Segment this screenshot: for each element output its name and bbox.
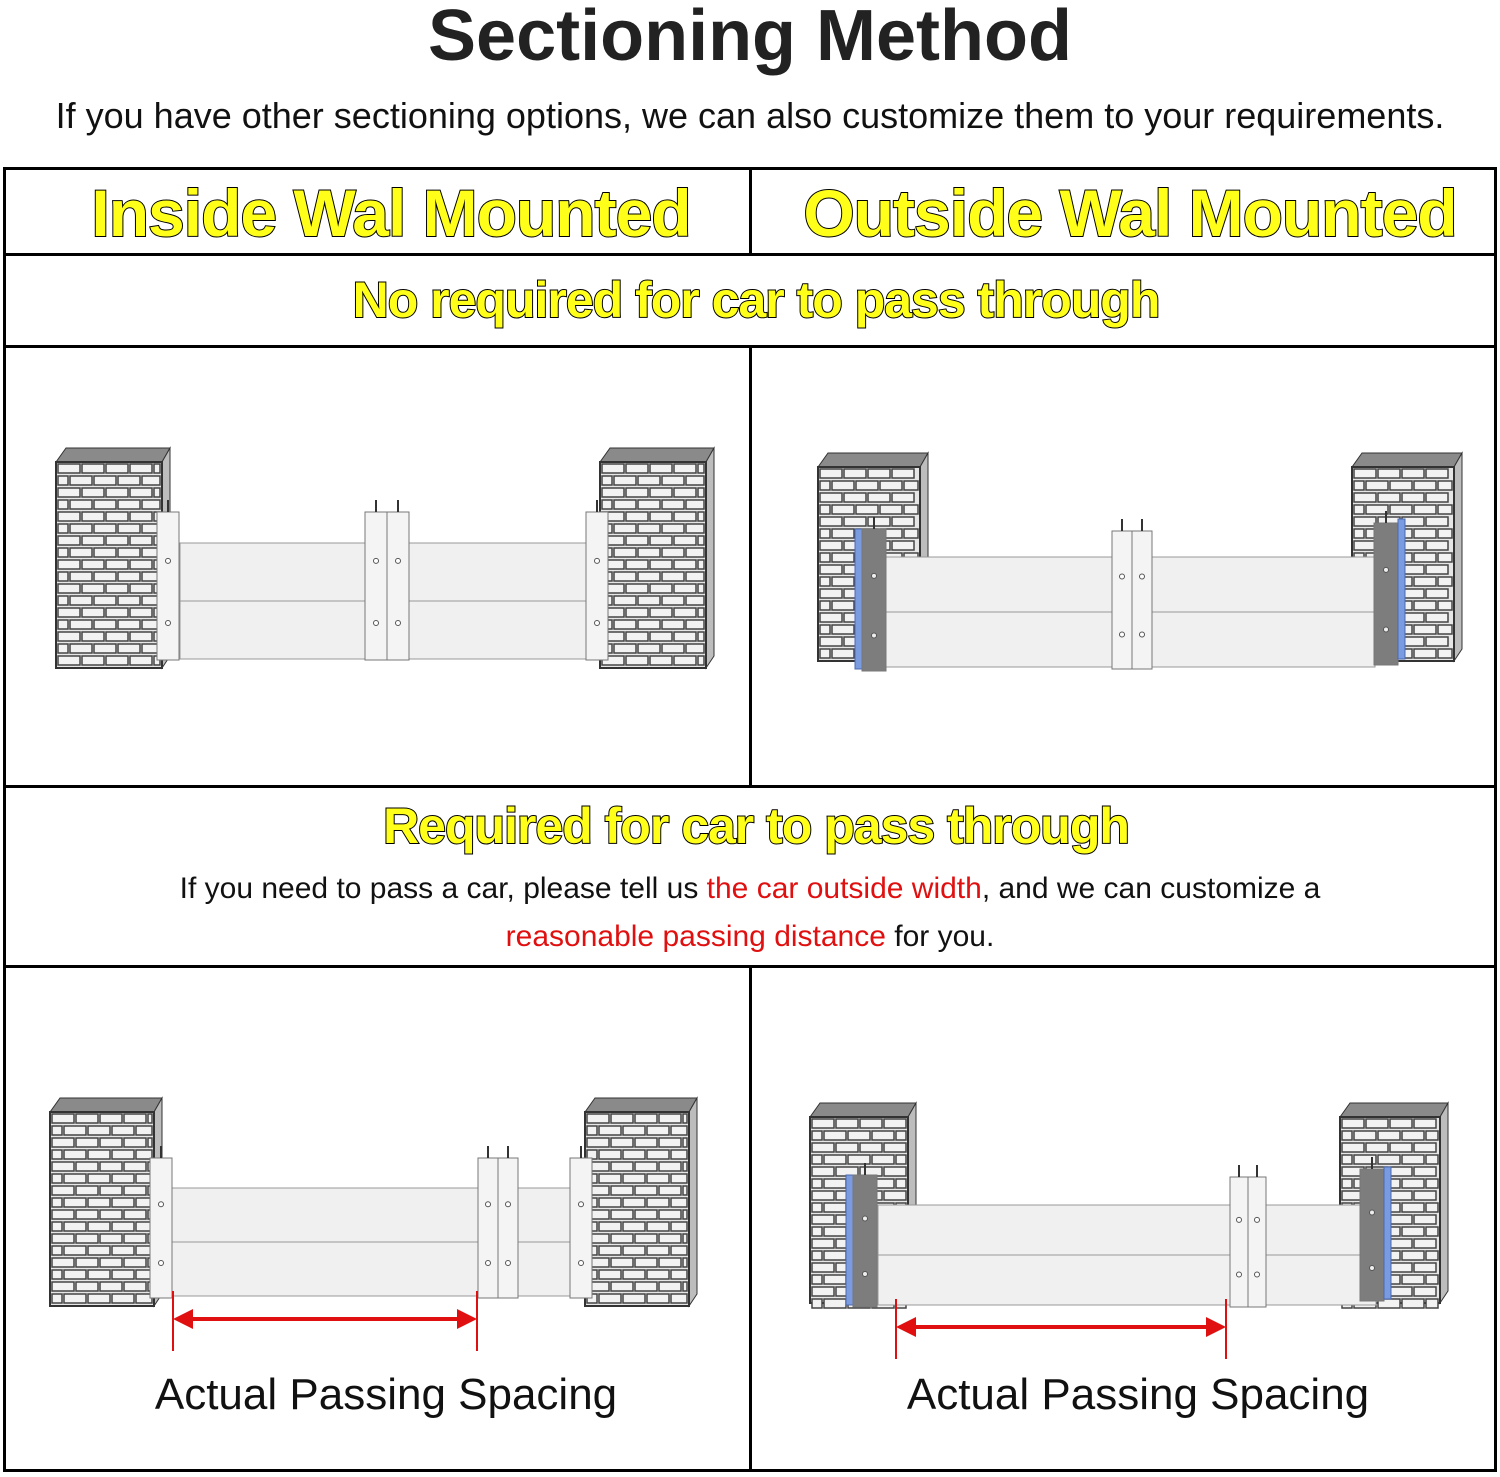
seal-strip-icon (1384, 1167, 1391, 1299)
barrier-post-icon (387, 500, 409, 660)
table-divider (749, 348, 752, 785)
car-note-line-1 (6, 865, 1494, 913)
barrier-post-icon (365, 500, 387, 660)
barrier-post-icon (853, 1163, 877, 1307)
brick-pillar-icon (56, 448, 170, 668)
page-subtitle: If you have other sectioning options, we can also customize them to your requirements. (55, 95, 1445, 136)
seal-strip-icon (855, 529, 862, 669)
seal-strip-icon (846, 1175, 853, 1305)
caption-right: Actual Passing Spacing (906, 1370, 1370, 1419)
barrier-post-icon (498, 1146, 518, 1298)
red-double-arrow-icon (173, 1309, 193, 1329)
flood-barrier-panel-icon (170, 1188, 610, 1242)
heading-car: Required for car to pass through (383, 798, 1129, 854)
barrier-post-icon (862, 517, 886, 671)
diagram-outside-car (800, 1095, 1460, 1360)
diagram-inside-no-car (40, 440, 730, 690)
flood-barrier-panel-icon (170, 1242, 610, 1296)
car-note-line-2 (6, 913, 1494, 961)
barrier-post-icon (1112, 519, 1132, 669)
red-double-arrow-icon (457, 1309, 477, 1329)
seal-strip-icon (1398, 519, 1405, 659)
table-divider (6, 785, 1494, 788)
barrier-post-icon (157, 500, 179, 660)
page-title: Sectioning Method (428, 0, 1072, 76)
caption-left: Actual Passing Spacing (154, 1370, 618, 1419)
brick-pillar-icon (600, 448, 714, 668)
diagram-outside-no-car (800, 445, 1480, 685)
car-note-text: If you need to pass a car, please tell us (179, 872, 707, 905)
header-outside-wall-mounted: Outside Wal Mounted (803, 176, 1457, 250)
car-note-text: for you. (885, 920, 995, 953)
car-note-text: , and we can customize a (981, 872, 1321, 905)
barrier-post-icon (570, 1146, 592, 1298)
barrier-post-icon (1248, 1165, 1266, 1307)
flood-barrier-panel-icon (878, 1255, 1376, 1305)
flood-barrier-panel-icon (878, 1205, 1376, 1255)
brick-pillar-icon (50, 1098, 162, 1306)
barrier-post-icon (1230, 1165, 1248, 1307)
barrier-post-icon (1374, 511, 1398, 665)
brick-pillar-icon (585, 1098, 697, 1306)
diagram-inside-car (40, 1090, 710, 1360)
heading-no-car: No required for car to pass through (352, 272, 1160, 328)
car-note-highlight: reasonable passing distance (505, 920, 886, 953)
header-inside-wall-mounted: Inside Wal Mounted (91, 176, 691, 250)
barrier-post-icon (1360, 1157, 1384, 1301)
car-note-highlight: the car outside width (706, 872, 982, 905)
red-double-arrow-icon (1206, 1317, 1226, 1337)
barrier-post-icon (478, 1146, 498, 1298)
table-divider (6, 253, 1494, 256)
red-double-arrow-icon (896, 1317, 916, 1337)
barrier-post-icon (1132, 519, 1152, 669)
barrier-post-icon (586, 500, 608, 660)
barrier-post-icon (150, 1146, 172, 1298)
